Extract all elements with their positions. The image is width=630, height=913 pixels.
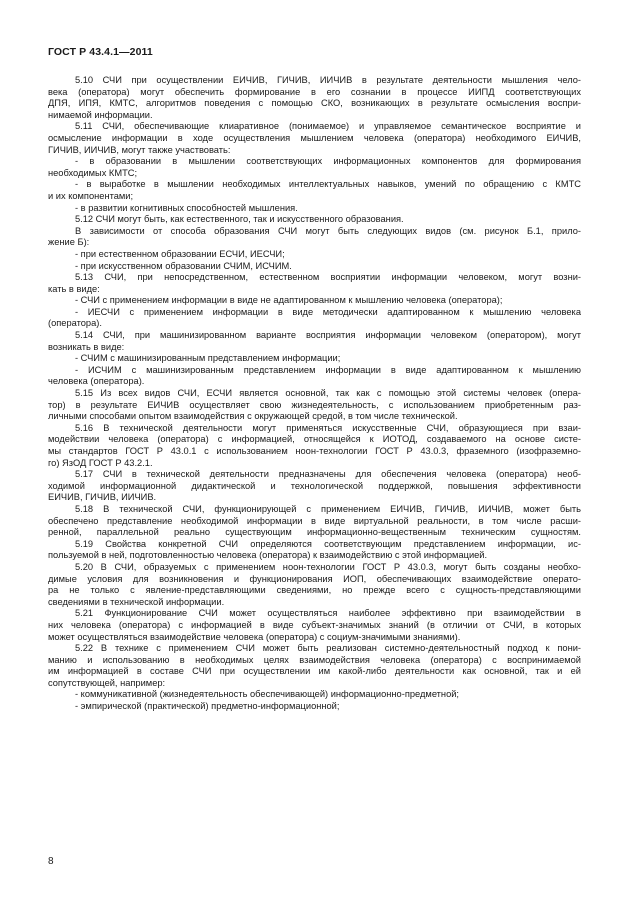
text-line: 5.14 СЧИ, при машинизированном варианте восприятия информации человеком (оператором), могут bbox=[75, 330, 581, 341]
text-line: тор) в результате ЕИЧИВ осуществляет свою жизнедеятельность, с использованием приобретенным раз- bbox=[48, 399, 581, 410]
text-line: пользуемой в ней, подготовленностью человека (оператора) к взаимодействию с этой информацией. bbox=[48, 550, 488, 561]
text-line: возникать в виде: bbox=[48, 341, 125, 352]
document-body bbox=[48, 75, 581, 713]
page-number: 8 bbox=[48, 856, 54, 867]
text-line: обеспечено представление необходимой информации в виде виртуальной реальности, в том числе расши- bbox=[48, 515, 581, 526]
text-line: ходимой информационной дидактической и технологической поддержкой, повышения эффективности bbox=[48, 480, 581, 491]
text-line: - ИСЧИМ с машинизированным представлением информации в виде адаптированном к мышлению bbox=[75, 364, 581, 375]
text-line: 5.12 СЧИ могут быть, как естественного, так и искусственного образования. bbox=[75, 214, 404, 225]
text-line: сопутствующей, например: bbox=[48, 677, 166, 688]
text-line: 5.21 Функционирование СЧИ может осуществляться наиболее эффективно при взаимодействии в bbox=[75, 608, 581, 619]
text-line: В зависимости от способа образования СЧИ могут быть следующих видов (см. рисунок Б.1, прило- bbox=[75, 225, 581, 236]
text-line: - СЧИМ с машинизированным представлением информации; bbox=[75, 353, 341, 364]
text-line: ренной, параллельной реально существующим информационно-вещественным техническим сущностям. bbox=[48, 527, 581, 538]
text-line: и их компонентами; bbox=[48, 190, 134, 201]
text-line: - в развитии когнитивных способностей мышления. bbox=[75, 202, 298, 213]
text-line: ЕИЧИВ, ГИЧИВ, ИИЧИВ. bbox=[48, 492, 157, 503]
document-header: ГОСТ Р 43.4.1—2011 bbox=[48, 46, 153, 58]
text-line: 5.13 СЧИ, при непосредственном, естественном восприятии информации человеком, могут возни- bbox=[75, 272, 581, 283]
text-line: сведениями в технической информации. bbox=[48, 596, 225, 607]
text-line: может осуществляться взаимодействие человека (оператора) с социум-значимыми знаниями). bbox=[48, 631, 461, 642]
text-line: 5.22 В технике с применением СЧИ может быть реализован системно-деятельностный подход к пони- bbox=[75, 643, 581, 654]
text-line: них человека (оператора) с информацией в виде субъект-значимых знаний (в отличии от СЧИ, в которых bbox=[48, 619, 581, 630]
text-line: 5.11 СЧИ, обеспечивающие клиаративное (понимаемое) и управляемое семантическое восприятие и bbox=[75, 121, 581, 132]
text-line: необходимых КМТС; bbox=[48, 167, 138, 178]
text-line: - СЧИ с применением информации в виде не адаптированном к мышлению человека (оператора); bbox=[75, 295, 503, 306]
text-line: им информацией в составе СЧИ при осуществлении им какой-либо деятельности как основной, так и ей bbox=[48, 666, 581, 677]
text-line: мы стандартов ГОСТ Р 43.0.1 с использованием ноон-технологии ГОСТ Р 43.0.3, фраземного (изофраземно- bbox=[48, 446, 581, 456]
text-line: нимаемой информации. bbox=[48, 109, 153, 120]
text-line: димые условия для возникновения и функционирования ИОП, обеспечивающих взаимодействие операто- bbox=[48, 573, 581, 584]
text-line: - эмпирической (практической) предметно-информационной; bbox=[75, 701, 340, 712]
text-line: кать в виде: bbox=[48, 283, 100, 294]
text-line: 5.19 Свойства конкретной СЧИ определяются соответствующим представлением информации, ис- bbox=[75, 538, 581, 549]
text-line: 5.17 СЧИ в технической деятельности предназначены для обеспечения человека (оператора) необ- bbox=[75, 469, 581, 480]
text-line: манию и использованию в необходимых целях взаимодействия человека (оператора) с воспринимаемой bbox=[48, 654, 581, 665]
text-line: - при искусственном образовании СЧИМ, ИСЧИМ. bbox=[75, 260, 292, 271]
text-line: жение Б): bbox=[48, 237, 90, 248]
text-line: (оператора). bbox=[48, 318, 102, 329]
text-line: 5.10 СЧИ при осуществлении ЕИЧИВ, ГИЧИВ, ИИЧИВ в результате деятельности мышления чело- bbox=[75, 75, 581, 85]
text-line: - в выработке в мышлении необходимых интеллектуальных навыков, умений по обращению с КМТС bbox=[75, 179, 581, 190]
text-line: - ИЕСЧИ с применением информации в виде методически адаптированном к мышлению человека bbox=[75, 306, 581, 317]
text-line: 5.16 В технической деятельности могут применяться искусственные СЧИ, образующиеся при взаи- bbox=[75, 422, 581, 433]
text-line: - коммуникативной (жизнедеятельность обеспечивающей) информационно-предметной; bbox=[75, 689, 460, 700]
text-line: личными способами опытом взаимодействия с окружающей средой, в том числе технической. bbox=[48, 411, 458, 422]
text-line: 5.15 Из всех видов СЧИ, ЕСЧИ является основной, так как с помощью этой системы человек (опера- bbox=[75, 388, 581, 399]
text-line: человека (оператора). bbox=[48, 376, 145, 387]
text-line: модействии человека (оператора) с информацией, относящейся к ИОТОД, создаваемого на основе систе- bbox=[48, 434, 581, 445]
text-line: ра не только с явление-представляющими сведениями, но прежде всего с сущность-представляющими bbox=[48, 585, 581, 596]
text-line: - в образовании в мышлении соответствующих информационных компонентов для формирования bbox=[75, 156, 581, 167]
text-line: го) ЯзОД ГОСТ Р 43.2.1. bbox=[48, 457, 153, 468]
text-line: ДПЯ, ИПЯ, КМТС, алгоритмов поведения с помощью СКО, возникающих в результате осмысления воспри- bbox=[48, 98, 581, 109]
text-line: 5.18 В технической СЧИ, функционирующей с применением ЕИЧИВ, ГИЧИВ, ИИЧИВ, может быть bbox=[75, 503, 581, 514]
text-line: ГИЧИВ, ИИЧИВ, могут также участвовать: bbox=[48, 144, 231, 155]
text-line: осмысление информации в ходе осуществления мышлением человека (оператора) необходимого ЕИЧИВ, bbox=[48, 132, 581, 143]
text-line: 5.20 В СЧИ, образуемых с применением ноон-технологии ГОСТ Р 43.0.3, могут быть созданы необхо- bbox=[75, 561, 581, 572]
text-line: века (оператора) могут обеспечить формирование в его сознании в процессе ИИПД соответствующих bbox=[48, 86, 581, 97]
text-line: - при естественном образовании ЕСЧИ, ИЕСЧИ; bbox=[75, 248, 285, 259]
